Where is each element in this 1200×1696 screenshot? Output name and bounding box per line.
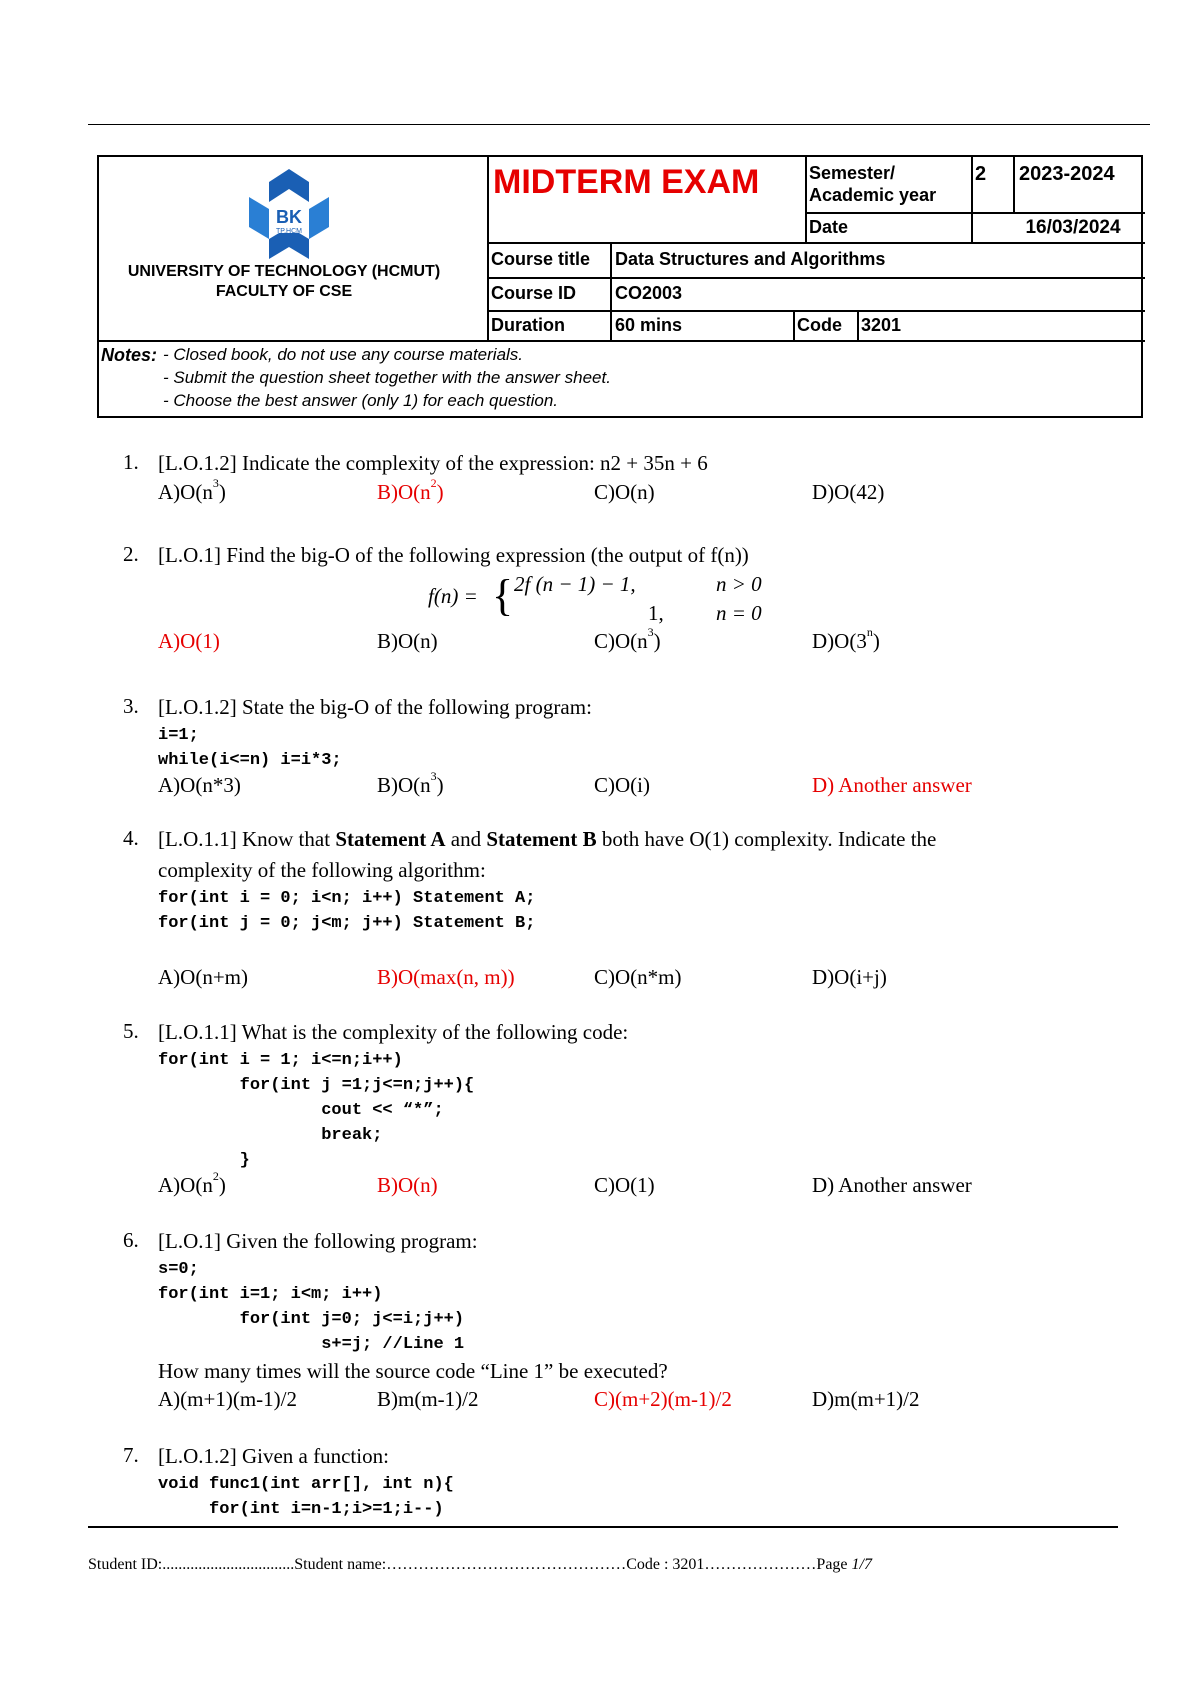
- semester-value: 2: [975, 163, 987, 185]
- code-value: 3201: [861, 315, 902, 335]
- logo-subtext: TP.HCM: [276, 228, 302, 235]
- q6-code-line-2: for(int i=1; i<m; i++): [158, 1285, 383, 1304]
- course-id-value: CO2003: [615, 283, 683, 303]
- q5-option-d: D) Another answer: [812, 1173, 972, 1197]
- university-logo: [239, 167, 339, 262]
- q3-option-b: $B)O(n^3)$: [377, 769, 444, 797]
- q2-formula-case1: 2f (n − 1) − 1,: [514, 572, 636, 596]
- q3-option-a: A)O(n*3): [158, 773, 241, 797]
- q6-option-b: B)m(m-1)/2: [377, 1387, 479, 1411]
- q3-code-line-1: i=1;: [158, 726, 199, 745]
- q5-option-a: $A)O(n^2)$: [158, 1169, 226, 1197]
- q4-number: 4.: [123, 826, 139, 850]
- q6-text: [L.O.1] Given the following program:: [158, 1229, 478, 1253]
- date-label: Date: [809, 217, 849, 237]
- course-title-label: Course title: [491, 249, 591, 269]
- note-1: - Closed book, do not use any course materials.: [163, 345, 524, 364]
- q5-code-line-3: cout << “*”;: [158, 1101, 444, 1120]
- page-footer: [88, 1556, 872, 1574]
- q2-formula-lhs: f(n) =: [428, 584, 478, 608]
- q4-code-line-2: for(int j = 0; j<m; j++) Statement B;: [158, 914, 536, 933]
- academic-year-value: 2023-2024: [1019, 163, 1115, 185]
- q4-option-c: C)O(n*m): [594, 965, 682, 989]
- university-name: UNIVERSITY OF TECHNOLOGY (HCMUT): [127, 263, 441, 280]
- course-id-label: Course ID: [491, 283, 577, 303]
- q1-number: 1.: [123, 450, 139, 474]
- q6-code-line-3: for(int j=0; j<=i;j++): [158, 1310, 465, 1329]
- duration-value: 60 mins: [615, 315, 683, 335]
- semester-label: Semester/: [809, 163, 896, 183]
- q5-code-line-2: for(int j =1;j<=n;j++){: [158, 1076, 475, 1095]
- q7-text: [L.O.1.2] Given a function:: [158, 1444, 389, 1468]
- q6-option-a: A)(m+1)(m-1)/2: [158, 1387, 297, 1411]
- q4-option-a: A)O(n+m): [158, 965, 248, 989]
- q6-code-line-4: s+=j; //Line 1: [158, 1335, 465, 1354]
- exam-header-table: [97, 155, 1143, 418]
- q2-option-a: A)O(1): [158, 629, 220, 653]
- q4-option-d: D)O(i+j): [812, 965, 887, 989]
- footer-student-name: Student name:………………………………………: [294, 1556, 627, 1573]
- logo-text: BK: [276, 207, 302, 227]
- q4-text-line-1: [158, 826, 936, 852]
- q3-number: 3.: [123, 694, 139, 718]
- note-2: - Submit the question sheet together with the answer sheet.: [163, 368, 611, 387]
- duration-label: Duration: [491, 315, 565, 335]
- q5-text: [L.O.1.1] What is the complexity of the following code:: [158, 1020, 629, 1044]
- q2-option-c: $C)O(n^3)$: [594, 625, 661, 653]
- q7-code-line-2: for(int i=n-1;i>=1;i--): [158, 1500, 444, 1519]
- q4-option-b: B)O(max(n, m)): [377, 965, 515, 989]
- q4-bold-a: Statement A: [335, 827, 446, 851]
- q3-code-line-2: while(i<=n) i=i*3;: [158, 751, 342, 770]
- q5-code-line-4: break;: [158, 1126, 383, 1145]
- q2-option-b: B)O(n): [377, 629, 438, 653]
- q4-bold-b: Statement B: [486, 827, 597, 851]
- faculty-name: FACULTY OF CSE: [215, 283, 353, 300]
- q6-option-c: C)(m+2)(m-1)/2: [594, 1387, 732, 1411]
- q4-text-c: both have O(1) complexity. Indicate the: [596, 827, 937, 851]
- q7-code-line-1: void func1(int arr[], int n){: [158, 1475, 454, 1494]
- q4-text-line-2: complexity of the following algorithm:: [158, 858, 486, 882]
- q1-option-c: C)O(n): [594, 480, 655, 504]
- q5-code-line-1: for(int i = 1; i<=n;i++): [158, 1051, 403, 1070]
- q4-text-b: and: [445, 827, 487, 851]
- footer-code: Code : 3201…………………: [626, 1556, 817, 1573]
- q2-option-d: D)O(3$^n$): [812, 625, 880, 653]
- footer-page-number: 1/7: [851, 1556, 872, 1573]
- q2-text: [L.O.1] Find the big-O of the following expression (the output of f(n)): [158, 543, 749, 567]
- q2-formula-cond1: n > 0: [716, 572, 762, 596]
- q3-option-d: D) Another answer: [812, 773, 972, 797]
- q5-option-c: C)O(1): [594, 1173, 655, 1197]
- q2-formula-case2: 1,: [648, 601, 664, 625]
- code-label: Code: [797, 315, 842, 335]
- q1-option-a: $A)O(n^3)$: [158, 476, 226, 504]
- footer-student-id: Student ID:.................................: [88, 1556, 295, 1573]
- academic-label: Academic year: [809, 185, 937, 205]
- q3-text: [L.O.1.2] State the big-O of the following program:: [158, 695, 592, 719]
- q4-text-a: [L.O.1.1] Know that: [158, 827, 336, 851]
- footer-rule: [88, 1526, 1118, 1528]
- q2-formula-cond2: n = 0: [716, 601, 762, 625]
- q2-formula-brace: {: [492, 571, 514, 620]
- q1-option-d: D)O(42): [812, 480, 885, 504]
- q3-option-c: C)O(i): [594, 773, 650, 797]
- notes-label: Notes:: [101, 345, 158, 365]
- date-value: 16/03/2024: [1025, 217, 1121, 238]
- q6-code-line-1: s=0;: [158, 1260, 199, 1279]
- note-3: - Choose the best answer (only 1) for each question.: [163, 391, 558, 410]
- q5-number: 5.: [123, 1019, 139, 1043]
- footer-page-label: Page: [816, 1556, 852, 1573]
- q1-option-b: $B)O(n^2)$: [377, 476, 444, 504]
- q6-number: 6.: [123, 1228, 139, 1252]
- q5-code-line-5: }: [158, 1151, 250, 1170]
- q1-text: [L.O.1.2] Indicate the complexity of the expression: n2 + 35n + 6: [158, 451, 708, 475]
- q5-option-b: B)O(n): [377, 1173, 438, 1197]
- course-title-value: Data Structures and Algorithms: [615, 249, 886, 269]
- q4-code-line-1: for(int i = 0; i<n; i++) Statement A;: [158, 889, 536, 908]
- q6-option-d: D)m(m+1)/2: [812, 1387, 920, 1411]
- q6-text-after: How many times will the source code “Line 1” be executed?: [158, 1359, 668, 1383]
- top-rule: [88, 124, 1150, 125]
- q2-number: 2.: [123, 542, 139, 566]
- q7-number: 7.: [123, 1443, 139, 1467]
- exam-title: MIDTERM EXAM: [493, 163, 760, 201]
